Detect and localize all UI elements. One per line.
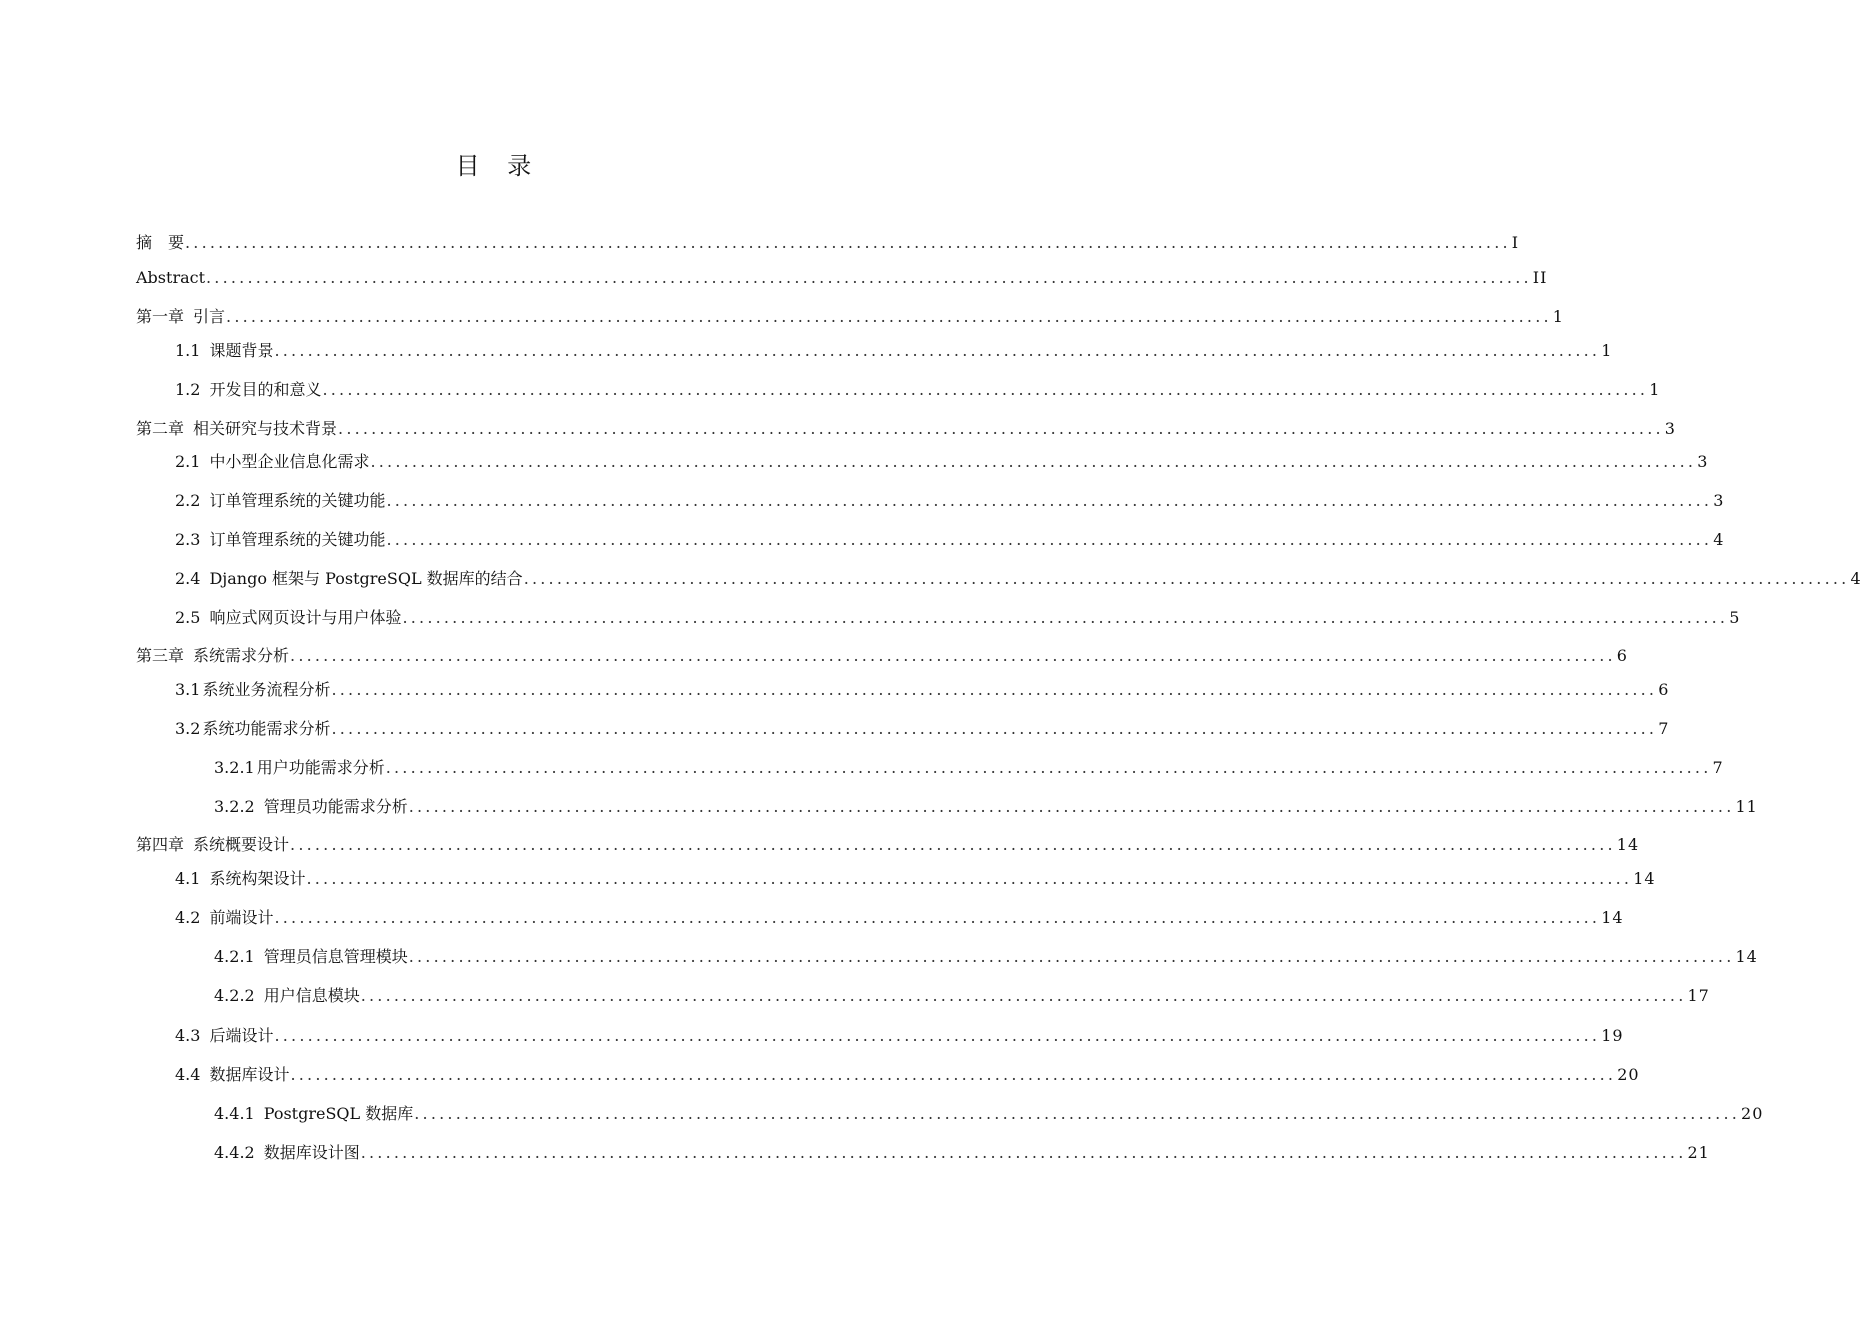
toc-entry-4-2-1[interactable] — [214, 946, 1758, 968]
toc-entry-label: 第三章 系统需求分析 — [136, 646, 290, 665]
toc-page-number: 17 — [1687, 986, 1710, 1005]
toc-page-number: 3 — [1697, 452, 1709, 471]
toc-page-number: 6 — [1616, 646, 1628, 665]
toc-page-number: 14 — [1735, 947, 1758, 966]
toc-entry-4-3[interactable] — [175, 1025, 1624, 1047]
dot-leader: ................................................................................................................................................................ — [360, 986, 1687, 1005]
toc-entry-label: 4.2.2 用户信息模块 — [214, 986, 360, 1005]
toc-entry-2-5[interactable] — [175, 607, 1741, 629]
toc-entry-label: 2.3 订单管理系统的关键功能 — [175, 530, 386, 549]
toc-entry-label: 4.3 后端设计 — [175, 1026, 274, 1045]
toc-page-number: 4 — [1713, 530, 1725, 549]
dot-leader: ................................................................................................................................................................ — [306, 869, 1633, 888]
dot-leader: ................................................................................................................................................................ — [290, 1065, 1617, 1084]
toc-entry-4-4[interactable] — [175, 1064, 1640, 1086]
dot-leader: ................................................................................................................................................................ — [290, 646, 1616, 665]
toc-entry-chapter-1[interactable] — [136, 306, 1564, 328]
toc-entry-label: 3.2 系统功能需求分析 — [175, 719, 331, 738]
toc-entry-chapter-3[interactable] — [136, 645, 1628, 667]
toc-page-number: I — [1511, 233, 1520, 252]
toc-entry-label: 4.1 系统构架设计 — [175, 869, 306, 888]
toc-entry-2-3[interactable] — [175, 529, 1725, 551]
dot-leader: ................................................................................................................................................................ — [331, 719, 1658, 738]
toc-entry-4-4-1[interactable] — [214, 1103, 1764, 1125]
toc-entry-label: 2.2 订单管理系统的关键功能 — [175, 491, 386, 510]
toc-entry-chapter-2[interactable] — [136, 418, 1676, 440]
toc-page-number: 7 — [1658, 719, 1670, 738]
toc-entry-3-2-1[interactable] — [214, 757, 1724, 779]
toc-page-number: 3 — [1713, 491, 1725, 510]
toc-entry-label: 第一章 引言 — [136, 307, 226, 326]
dot-leader: ................................................................................................................................................................ — [206, 268, 1532, 287]
toc-page-number: 5 — [1729, 608, 1741, 627]
toc-page-number: 21 — [1687, 1143, 1710, 1162]
dot-leader: ................................................................................................................................................................ — [274, 341, 1601, 360]
dot-leader: ................................................................................................................................................................ — [322, 380, 1649, 399]
toc-entry-label: 3.2.2 管理员功能需求分析 — [214, 797, 408, 816]
dot-leader: ................................................................................................................................................................ — [414, 1104, 1741, 1123]
toc-entry-label: 3.2.1 用户功能需求分析 — [214, 758, 385, 777]
toc-entry-label: 2.1 中小型企业信息化需求 — [175, 452, 370, 471]
toc-page-number: 7 — [1712, 758, 1724, 777]
toc-entry-label: 4.4.1 PostgreSQL 数据库 — [214, 1104, 414, 1123]
toc-entry-label: 1.1 课题背景 — [175, 341, 274, 360]
dot-leader: ................................................................................................................................................................ — [290, 835, 1616, 854]
toc-page-number: 6 — [1658, 680, 1670, 699]
toc-entry-chapter-4[interactable] — [136, 834, 1640, 856]
toc-page-number: 3 — [1664, 419, 1676, 438]
dot-leader: ................................................................................................................................................................ — [386, 491, 1713, 510]
toc-entry-label: 4.2 前端设计 — [175, 908, 274, 927]
toc-entry-1-2[interactable] — [175, 379, 1661, 401]
toc-entry-label: Abstract — [136, 268, 206, 287]
toc-entry-3-2-2[interactable] — [214, 796, 1758, 818]
dot-leader: ................................................................................................................................................................ — [338, 419, 1664, 438]
dot-leader: ................................................................................................................................................................ — [386, 530, 1713, 549]
dot-leader: ................................................................................................................................................................ — [385, 758, 1712, 777]
toc-entry-4-4-2[interactable] — [214, 1142, 1710, 1164]
toc-page-number: 1 — [1552, 307, 1564, 326]
toc-entry-4-2[interactable] — [175, 907, 1624, 929]
toc-entry-label: 3.1 系统业务流程分析 — [175, 680, 331, 699]
toc-entry-abstract-en[interactable] — [136, 267, 1548, 289]
toc-page-number: 14 — [1633, 869, 1656, 888]
dot-leader: ................................................................................................................................................................ — [408, 797, 1735, 816]
toc-entry-3-2[interactable] — [175, 718, 1670, 740]
toc-entry-label: 4.4 数据库设计 — [175, 1065, 290, 1084]
toc-entry-4-1[interactable] — [175, 868, 1656, 890]
toc-entry-label: 第四章 系统概要设计 — [136, 835, 290, 854]
dot-leader: ................................................................................................................................................................ — [331, 680, 1658, 699]
toc-entry-abstract-cn[interactable] — [136, 232, 1520, 254]
toc-page-number: 1 — [1601, 341, 1613, 360]
toc-page-number: 20 — [1741, 1104, 1764, 1123]
toc-entry-label: 2.5 响应式网页设计与用户体验 — [175, 608, 402, 627]
toc-entry-label: 第二章 相关研究与技术背景 — [136, 419, 338, 438]
toc-page-number: 4 — [1850, 569, 1862, 588]
dot-leader: ................................................................................................................................................................ — [274, 908, 1601, 927]
toc-entry-2-2[interactable] — [175, 490, 1725, 512]
toc-entry-label: 2.4 Django 框架与 PostgreSQL 数据库的结合 — [175, 569, 523, 588]
toc-page-number: II — [1532, 268, 1548, 287]
toc-page-number: 20 — [1617, 1065, 1640, 1084]
dot-leader: ................................................................................................................................................................ — [402, 608, 1729, 627]
dot-leader: ................................................................................................................................................................ — [523, 569, 1850, 588]
toc-entry-1-1[interactable] — [175, 340, 1613, 362]
toc-entry-2-4[interactable] — [175, 568, 1862, 590]
dot-leader: ................................................................................................................................................................ — [360, 1143, 1687, 1162]
toc-entry-label: 4.2.1 管理员信息管理模块 — [214, 947, 408, 966]
toc-page-number: 11 — [1735, 797, 1758, 816]
toc-entry-label: 4.4.2 数据库设计图 — [214, 1143, 360, 1162]
toc-page-number: 14 — [1616, 835, 1640, 854]
dot-leader: ................................................................................................................................................................ — [185, 233, 1511, 252]
dot-leader: ................................................................................................................................................................ — [370, 452, 1697, 471]
toc-entry-4-2-2[interactable] — [214, 985, 1710, 1007]
toc-page-number: 1 — [1649, 380, 1661, 399]
dot-leader: ................................................................................................................................................................ — [274, 1026, 1601, 1045]
toc-page-number: 14 — [1601, 908, 1624, 927]
toc-entry-label: 1.2 开发目的和意义 — [175, 380, 322, 399]
dot-leader: ................................................................................................................................................................ — [408, 947, 1735, 966]
toc-entry-label: 摘 要 — [136, 233, 185, 252]
toc-entry-2-1[interactable] — [175, 451, 1709, 473]
page-title: 目 录 — [455, 152, 542, 180]
toc-entry-3-1[interactable] — [175, 679, 1670, 701]
dot-leader: ................................................................................................................................................................ — [226, 307, 1552, 326]
toc-page-number: 19 — [1601, 1026, 1624, 1045]
